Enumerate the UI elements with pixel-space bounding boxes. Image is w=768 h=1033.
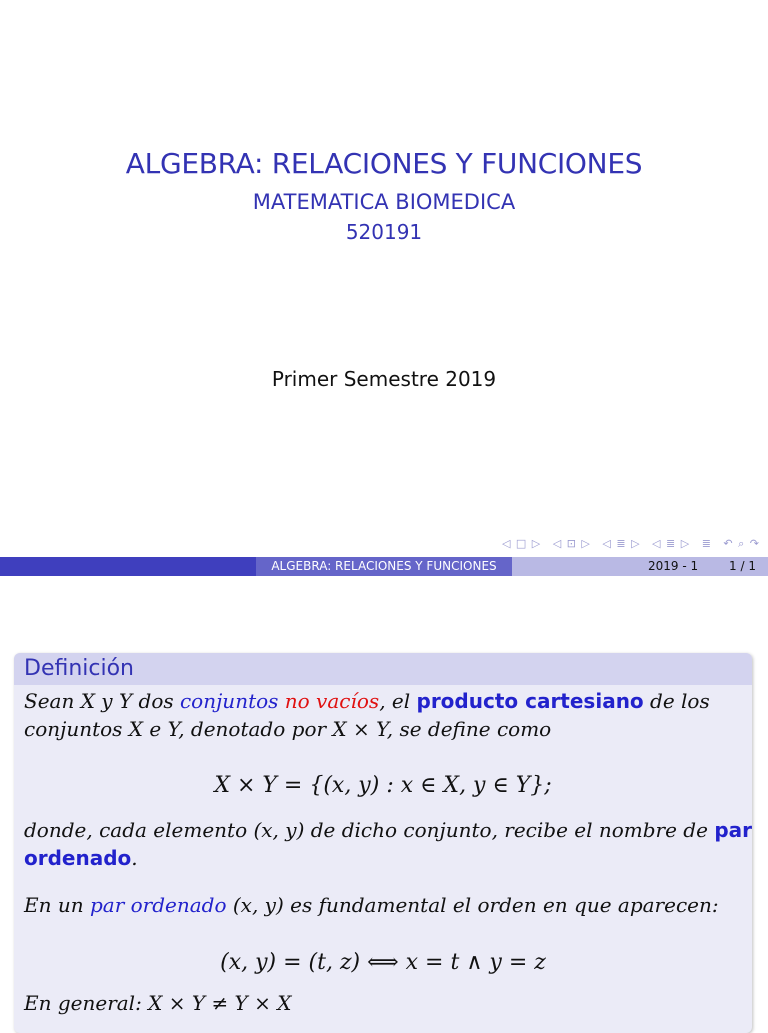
text-segment: donde, cada elemento (x, y) de dicho conjunto, recibe el nombre de xyxy=(24,818,715,842)
text-segment: . xyxy=(131,846,138,870)
course-name: MATEMATICA BIOMEDICA xyxy=(252,190,516,214)
text-segment: En un xyxy=(24,893,90,917)
term-producto-cartesiano: producto cartesiano xyxy=(416,689,644,713)
definition-line-1 xyxy=(24,689,710,713)
text-segment: de los xyxy=(643,689,710,713)
term-par-ordenado: par ordenado xyxy=(89,893,227,917)
presentation-title: ALGEBRA: RELACIONES Y FUNCIONES xyxy=(125,147,643,180)
semester-date: Primer Semestre 2019 xyxy=(271,367,497,391)
definition-line-6: En general: X × Y ≠ Y × X xyxy=(24,991,292,1015)
cartesian-product-formula: X × Y = {(x, y) : x ∈ X, y ∈ Y}; xyxy=(214,773,552,798)
definition-line-4 xyxy=(24,846,138,870)
nav-subsection-icon[interactable]: ◁ ⊡ ▷ xyxy=(552,537,591,550)
definition-line-3 xyxy=(24,818,752,842)
beamer-navigation[interactable] xyxy=(495,537,760,551)
term-no-vacios: no vacíos xyxy=(284,689,380,713)
slide-footer xyxy=(0,557,768,576)
term-ordenado: ordenado xyxy=(24,846,132,870)
ordered-pair-equality-formula: (x, y) = (t, z) ⟺ x = t ∧ y = z xyxy=(220,950,546,975)
footer-title: ALGEBRA: RELACIONES Y FUNCIONES xyxy=(256,557,512,576)
text-segment: Sean X y Y dos xyxy=(24,689,180,713)
footer-right-panel xyxy=(512,557,768,576)
definition-line-5 xyxy=(24,893,719,917)
block-title: Definición xyxy=(14,653,752,685)
definition-slide xyxy=(0,576,768,1024)
term-par: par xyxy=(714,818,752,842)
term-conjuntos: conjuntos xyxy=(179,689,279,713)
footer-left-panel xyxy=(0,557,256,576)
course-code: 520191 xyxy=(345,220,423,244)
text-segment: (x, y) es fundamental el orden en que aparecen: xyxy=(226,893,719,917)
footer-page-number: 1 / 1 xyxy=(729,559,756,573)
nav-frame-icon[interactable]: ◁ □ ▷ xyxy=(501,537,542,550)
definition-line-2: conjuntos X e Y, denotado por X × Y, se define como xyxy=(24,717,552,741)
nav-appendix-icon[interactable]: ≣ xyxy=(701,537,712,550)
text-segment: , el xyxy=(379,689,417,713)
definition-block xyxy=(14,653,752,1033)
nav-document-icon[interactable]: ◁ ≣ ▷ xyxy=(652,537,691,550)
footer-year: 2019 - 1 xyxy=(648,559,699,573)
nav-section-icon[interactable]: ◁ ≣ ▷ xyxy=(602,537,641,550)
nav-search-icon[interactable]: ↶ ⌕ ↷ xyxy=(723,537,760,550)
